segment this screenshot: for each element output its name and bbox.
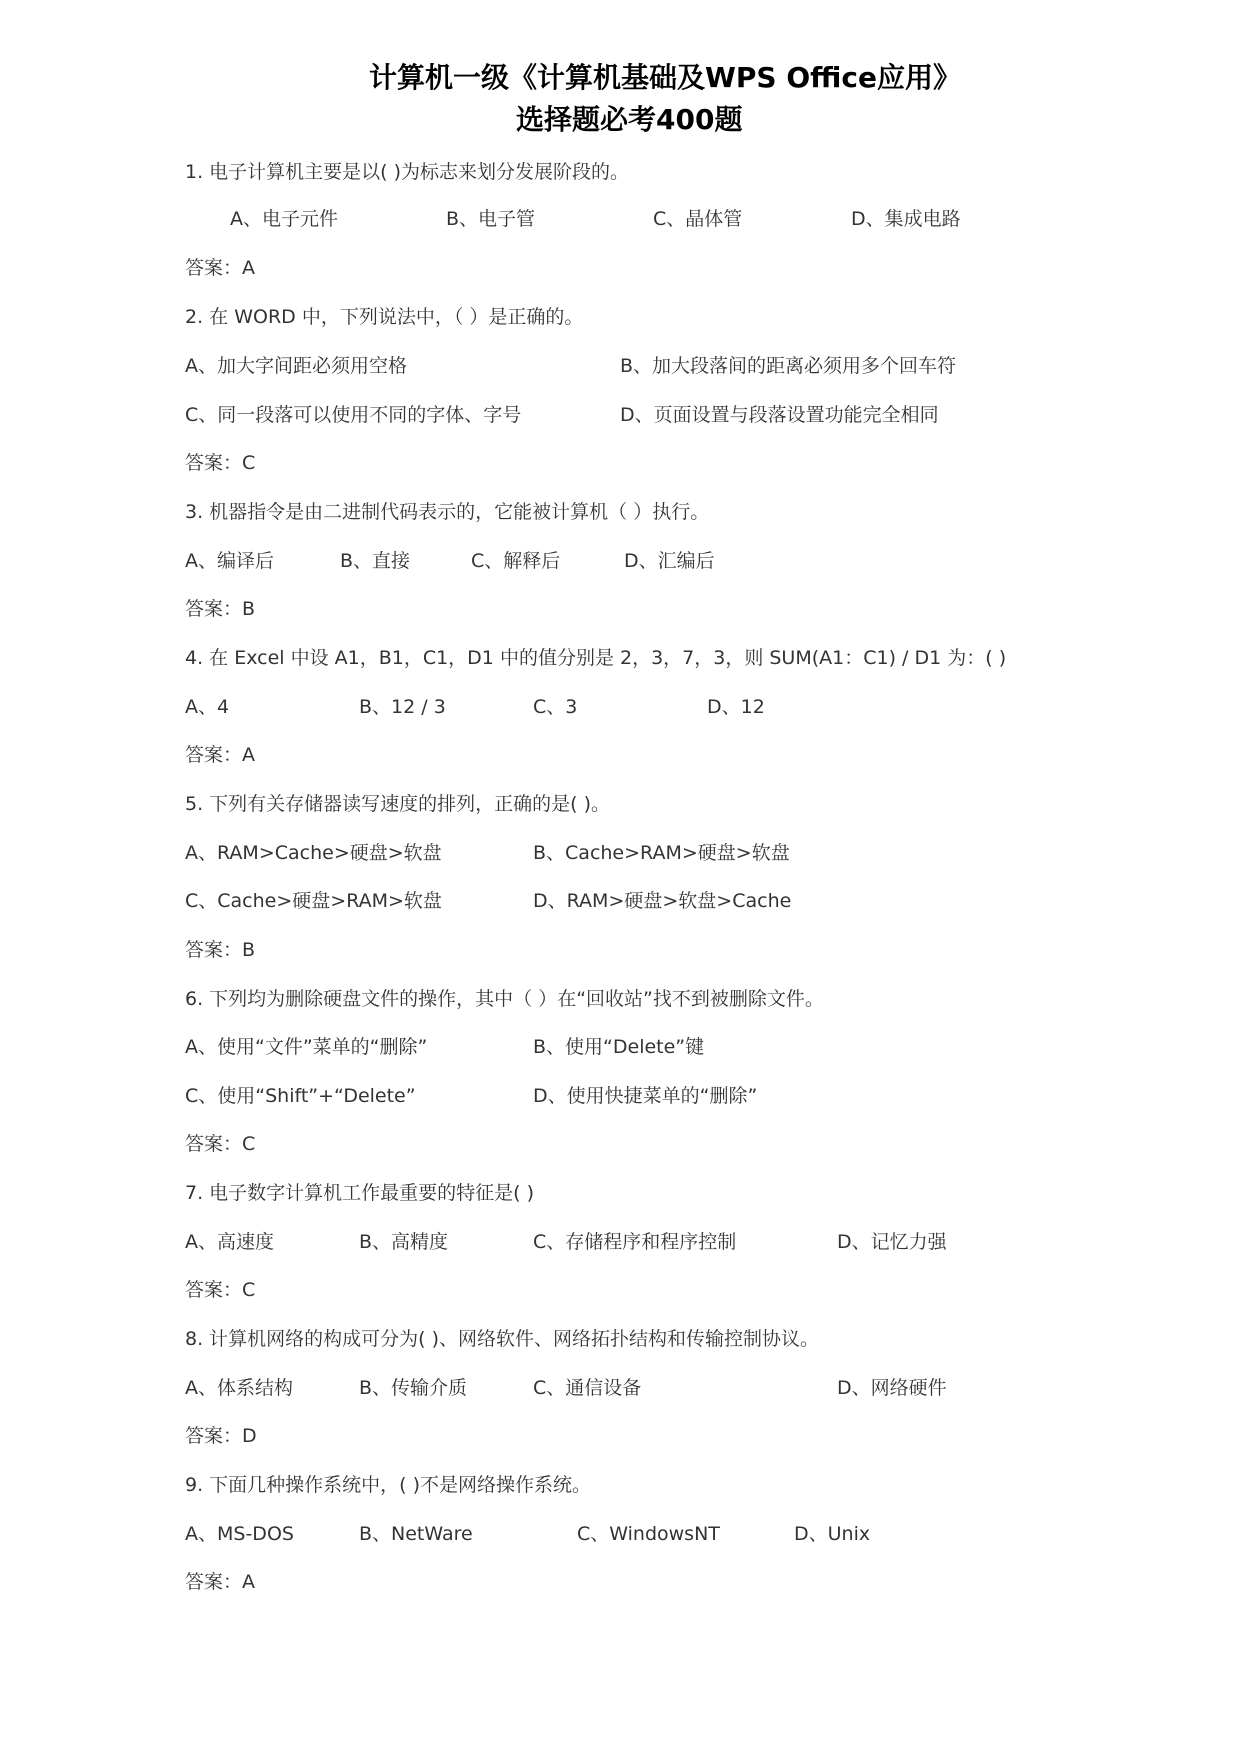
q5-answer: 答案：B: [185, 939, 256, 961]
q9-answer: 答案：A: [185, 1571, 255, 1593]
q4-option-c: C、3: [533, 696, 578, 718]
q5-option-c: C、Cache>硬盘>RAM>软盘: [185, 890, 442, 912]
q6-option-b: B、使用“Delete”键: [533, 1036, 705, 1058]
q2-option-d: D、页面设置与段落设置功能完全相同: [620, 404, 939, 426]
q6-option-d: D、使用快捷菜单的“删除”: [533, 1085, 758, 1107]
q3-answer: 答案：B: [185, 598, 256, 620]
q7-option-a: A、高速度: [185, 1231, 274, 1253]
q8-option-a: A、体系结构: [185, 1377, 293, 1399]
question-8: 8. 计算机网络的构成可分为( )、网络软件、网络拓扑结构和传输控制协议。: [185, 1328, 820, 1350]
q8-option-b: B、传输介质: [359, 1377, 468, 1399]
question-2: 2. 在 WORD 中，下列说法中，（ ）是正确的。: [185, 306, 584, 328]
q8-option-c: C、通信设备: [533, 1377, 642, 1399]
q5-option-a: A、RAM>Cache>硬盘>软盘: [185, 842, 442, 864]
document-subtitle: 选择题必考400题: [516, 103, 743, 136]
question-3: 3. 机器指令是由二进制代码表示的，它能被计算机（ ）执行。: [185, 501, 710, 523]
question-1: 1. 电子计算机主要是以( )为标志来划分发展阶段的。: [185, 161, 630, 183]
q9-option-d: D、Unix: [794, 1523, 871, 1545]
question-6: 6. 下列均为删除硬盘文件的操作，其中（ ）在“回收站”找不到被删除文件。: [185, 988, 824, 1010]
q4-answer: 答案：A: [185, 744, 255, 766]
q4-option-a: A、4: [185, 696, 230, 718]
q6-option-c: C、使用“Shift”+“Delete”: [185, 1085, 416, 1107]
q1-option-b: B、电子管: [446, 208, 536, 230]
q9-option-c: C、WindowsNT: [577, 1523, 720, 1545]
q2-option-a: A、加大字间距必须用空格: [185, 355, 407, 377]
q2-answer: 答案：C: [185, 452, 256, 474]
q7-option-d: D、记忆力强: [837, 1231, 947, 1253]
question-4: 4. 在 Excel 中设 A1，B1，C1，D1 中的值分别是 2，3，7，3，则 SUM(A1：C1) / D1 为：( ): [185, 647, 1007, 669]
q1-option-c: C、晶体管: [653, 208, 743, 230]
question-7: 7. 电子数字计算机工作最重要的特征是( ): [185, 1182, 535, 1204]
q7-option-b: B、高精度: [359, 1231, 449, 1253]
q4-option-b: B、12 / 3: [359, 696, 446, 718]
q3-option-b: B、直接: [340, 550, 411, 572]
q2-option-b: B、加大段落间的距离必须用多个回车符: [620, 355, 957, 377]
q8-answer: 答案：D: [185, 1425, 257, 1447]
q8-option-d: D、网络硬件: [837, 1377, 947, 1399]
q3-option-d: D、汇编后: [624, 550, 715, 572]
q1-option-d: D、集成电路: [851, 208, 961, 230]
q9-option-b: B、NetWare: [359, 1523, 473, 1545]
document-title: 计算机一级《计算机基础及WPS Office应用》: [369, 61, 961, 94]
q7-answer: 答案：C: [185, 1279, 256, 1301]
q6-option-a: A、使用“文件”菜单的“删除”: [185, 1036, 428, 1058]
q9-option-a: A、MS-DOS: [185, 1523, 294, 1545]
question-5: 5. 下列有关存储器读写速度的排列，正确的是( )。: [185, 793, 611, 815]
q1-answer: 答案：A: [185, 257, 255, 279]
q7-option-c: C、存储程序和程序控制: [533, 1231, 737, 1253]
q2-option-c: C、同一段落可以使用不同的字体、字号: [185, 404, 522, 426]
q5-option-d: D、RAM>硬盘>软盘>Cache: [533, 890, 792, 912]
q6-answer: 答案：C: [185, 1133, 256, 1155]
q5-option-b: B、Cache>RAM>硬盘>软盘: [533, 842, 790, 864]
q4-option-d: D、12: [707, 696, 765, 718]
q1-option-a: A、电子元件: [230, 208, 338, 230]
question-9: 9. 下面几种操作系统中，( )不是网络操作系统。: [185, 1474, 592, 1496]
q3-option-c: C、解释后: [471, 550, 561, 572]
q3-option-a: A、编译后: [185, 550, 274, 572]
